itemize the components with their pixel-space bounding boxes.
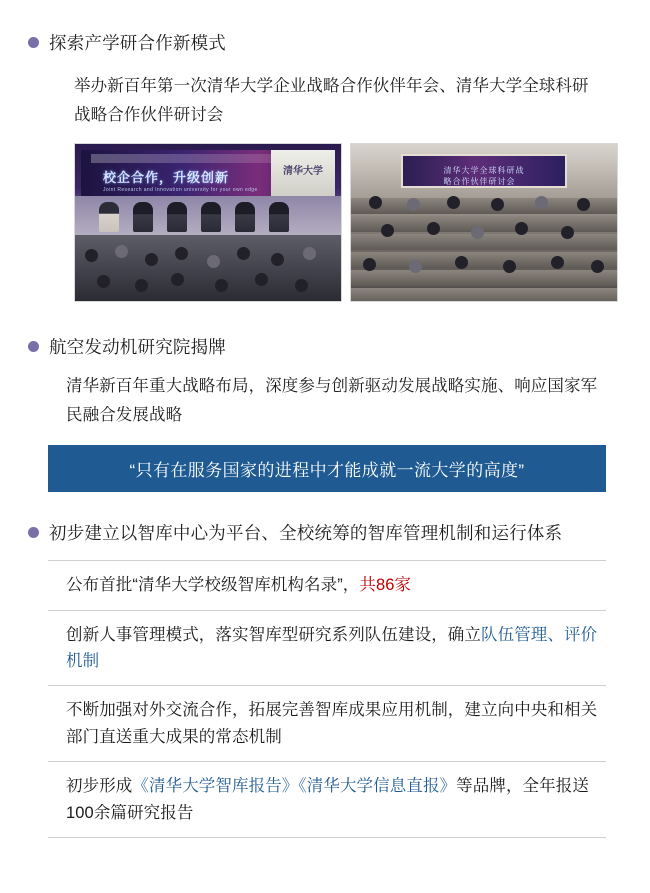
bullet-dot-icon bbox=[28, 527, 39, 538]
section-3-heading bbox=[28, 520, 622, 546]
list-item-text: 公布首批“清华大学校级智库机构名录”， bbox=[66, 576, 360, 595]
list-item-highlight: 共86家 bbox=[359, 576, 412, 595]
list-item bbox=[48, 611, 606, 687]
list-item bbox=[48, 686, 606, 762]
section-1-paragraph: 举办新百年第一次清华大学企业战略合作伙伴年会、清华大学全球科研战略合作伙伴研讨会 bbox=[74, 77, 589, 124]
panelist bbox=[201, 202, 221, 232]
section-2-paragraph: 清华新百年重大战略布局，深度参与创新驱动发展战略实施、响应国家军民融合发展战略 bbox=[66, 377, 598, 424]
list-item-text: 不断加强对外交流合作，拓展完善智库成果应用机制，建立向中央和相关部门直送重大成果的常态机制 bbox=[66, 701, 598, 746]
panelist bbox=[99, 202, 119, 232]
list-item bbox=[48, 762, 606, 838]
stage-panelists bbox=[99, 202, 289, 232]
list-item-text: 创新人事管理模式，落实智库型研究系列队伍建设，确立 bbox=[66, 625, 481, 644]
section-2-title: 航空发动机研究院揭牌 bbox=[49, 337, 226, 357]
stage-banner-subtitle: Joint Research and Innovation university for your own edge bbox=[103, 187, 258, 193]
panelist bbox=[133, 202, 153, 232]
list-item-highlight: 《清华大学智库报告》《清华大学信息直报》 bbox=[132, 777, 457, 796]
forum-stage-photo bbox=[74, 143, 342, 302]
hall-audience bbox=[351, 194, 617, 301]
conference-hall-photo bbox=[350, 143, 618, 302]
panelist bbox=[167, 202, 187, 232]
achievement-list bbox=[48, 560, 606, 838]
stage-screen-logo: 清华大学 bbox=[283, 166, 323, 177]
list-item-highlight: 队伍管理、评价机制 bbox=[66, 625, 598, 671]
section-2-heading bbox=[28, 334, 622, 360]
panelist bbox=[269, 202, 289, 232]
section-3-title: 初步建立以智库中心为平台、全校统筹的智库管理机制和运行体系 bbox=[49, 523, 563, 543]
stage-banner-title: 校企合作，升级创新 bbox=[103, 170, 230, 185]
list-item-text-tail: 等品牌，全年报送100余篇研究报告 bbox=[66, 777, 589, 822]
section-1-title: 探索产学研合作新模式 bbox=[49, 33, 226, 53]
panelist bbox=[235, 202, 255, 232]
section-1-heading bbox=[28, 30, 622, 56]
bullet-dot-icon bbox=[28, 37, 39, 48]
bullet-dot-icon bbox=[28, 341, 39, 352]
hall-screen-text: 清华大学全球科研战略合作伙伴研讨会 bbox=[443, 166, 525, 186]
hall-screen bbox=[401, 154, 567, 188]
list-item bbox=[48, 561, 606, 610]
stage-side-screen bbox=[271, 150, 335, 196]
list-item-text: 初步形成 bbox=[66, 777, 133, 796]
photo-row bbox=[74, 143, 622, 302]
stage-audience bbox=[75, 235, 341, 301]
quote-banner: “只有在服务国家的进程中才能成就一流大学的高度” bbox=[48, 445, 606, 492]
